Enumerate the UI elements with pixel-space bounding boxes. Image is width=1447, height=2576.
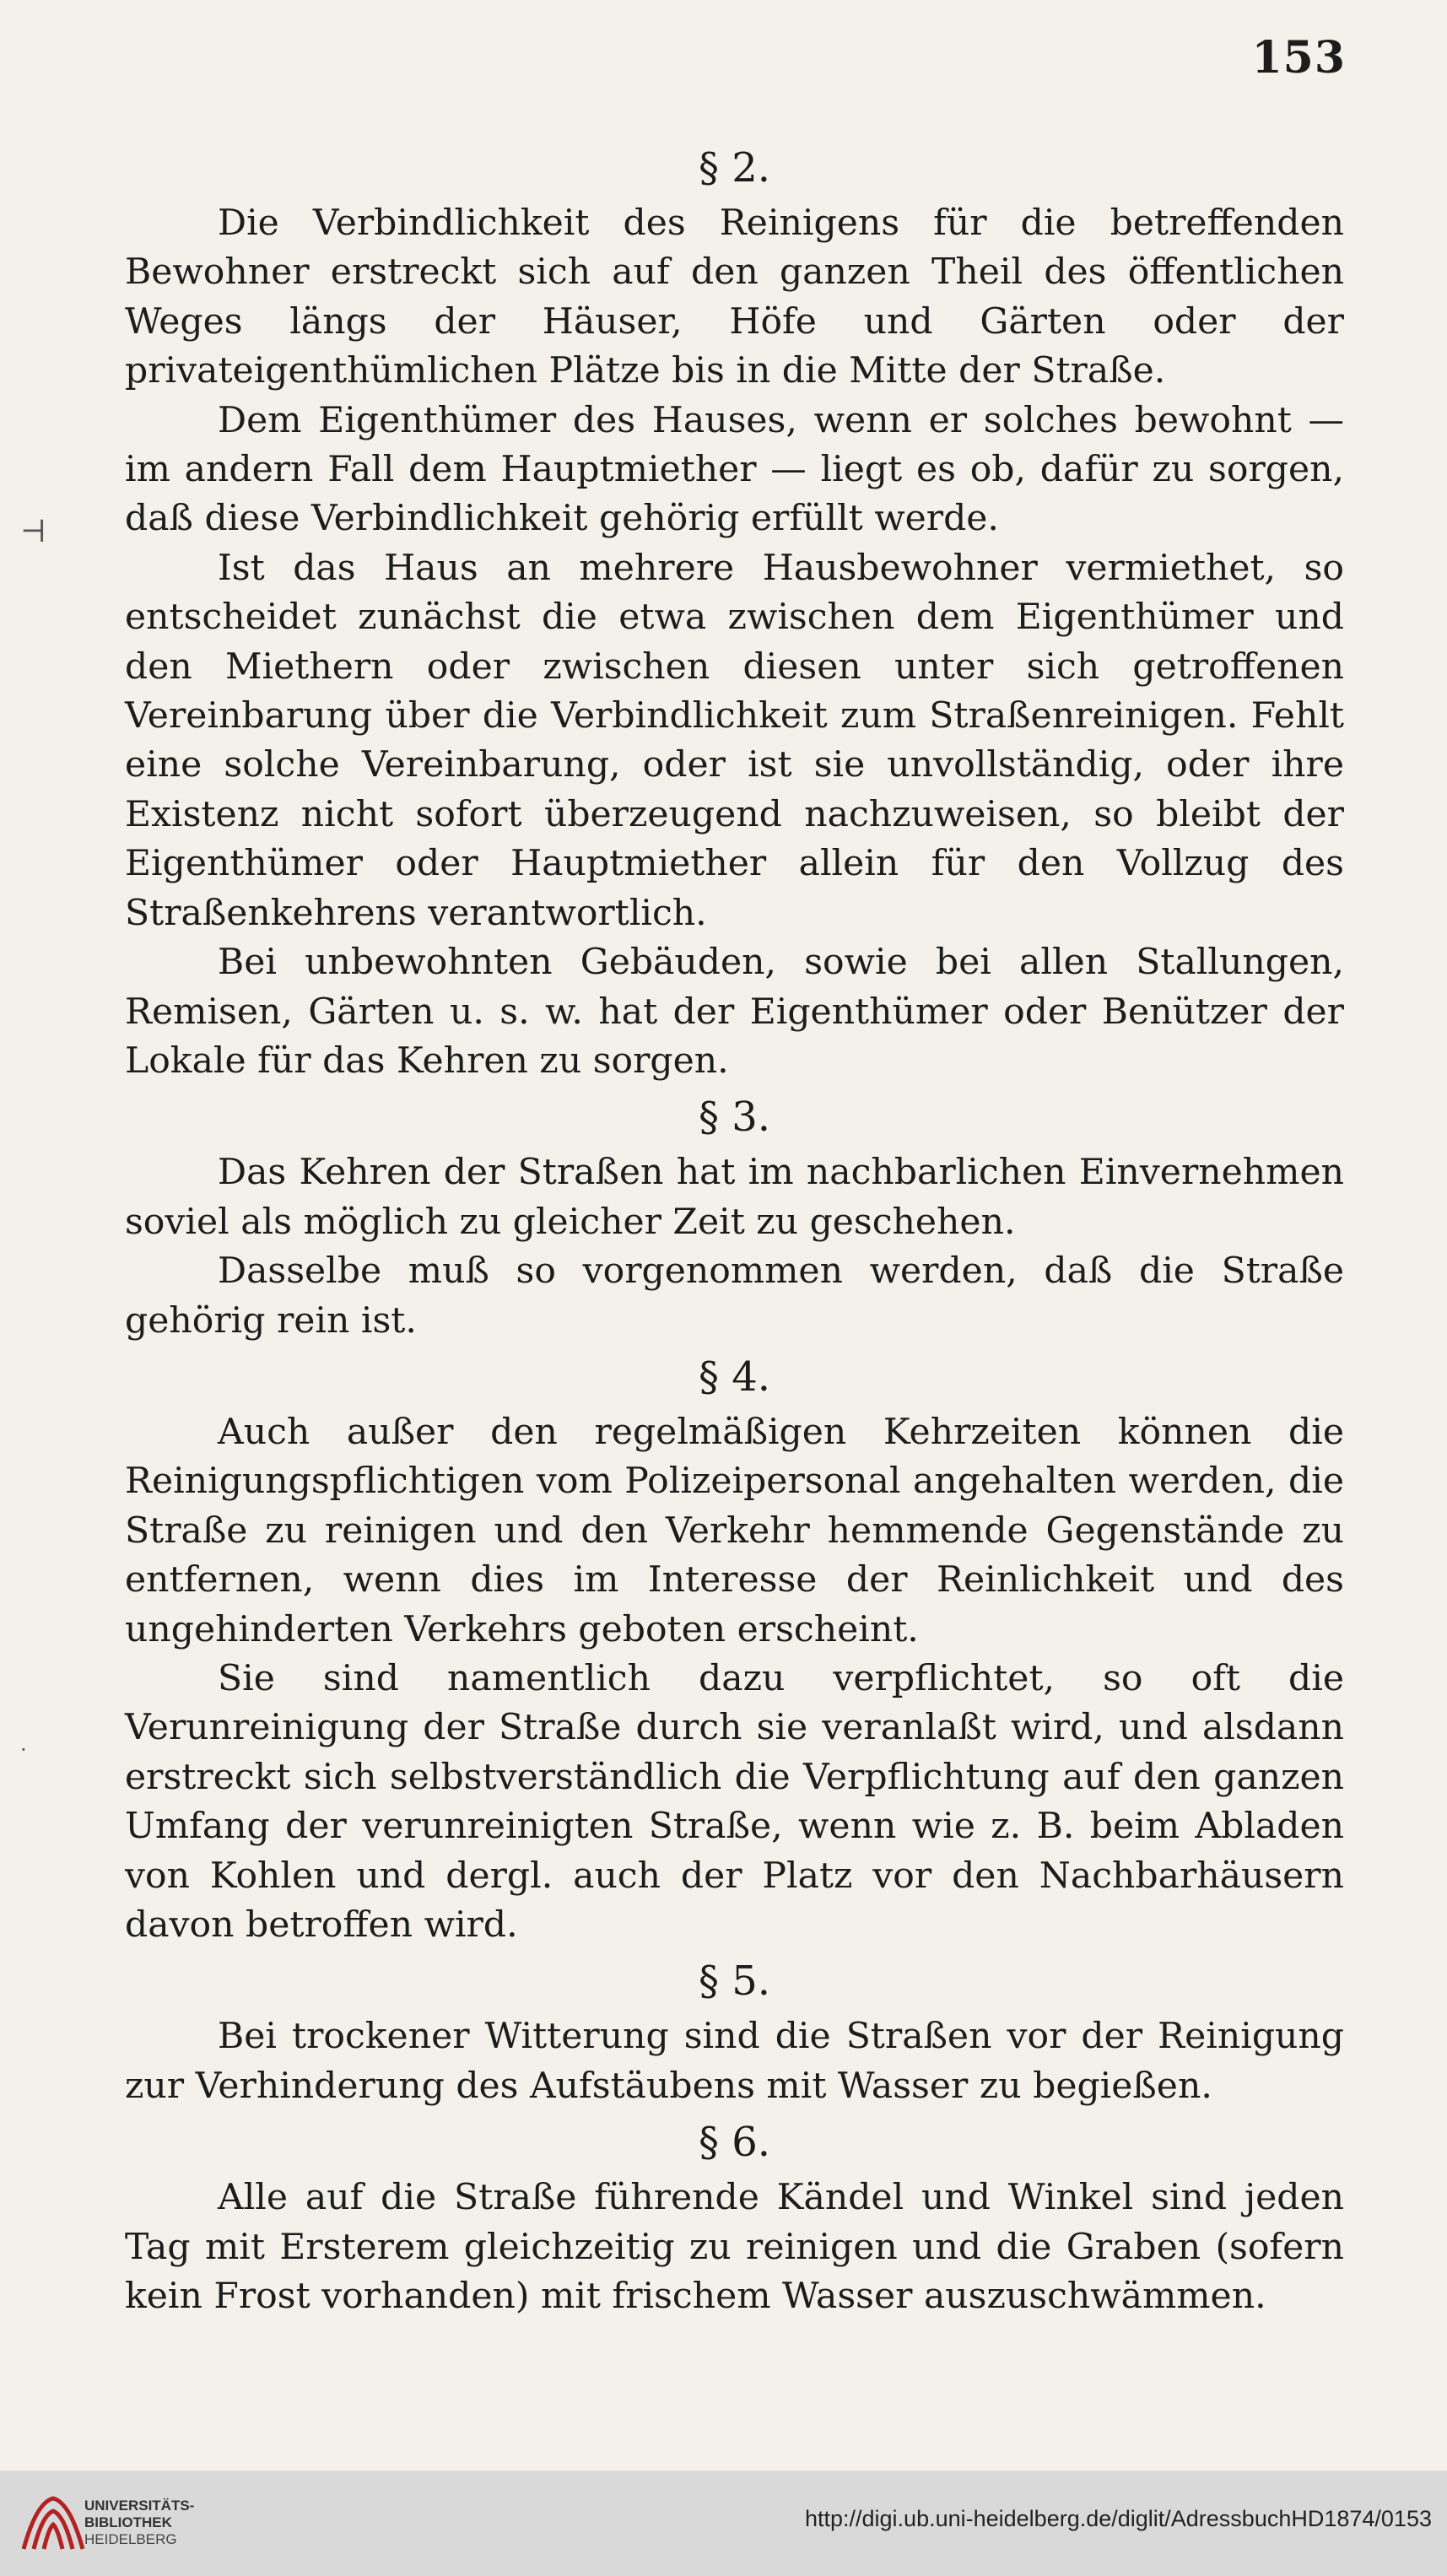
margin-mark: ·: [20, 1738, 27, 1762]
paragraph: Dasselbe muß so vorgenommen werden, daß die Straße gehörig rein ist.: [125, 1250, 1344, 1342]
paragraph: Dem Eigenthümer des Hauses, wenn er solches bewohnt — im andern Fall dem Hauptmiether — liegt es ob, dafür zu sorgen, daß diese Verbindlichkeit gehörig erfüllt werde.: [125, 399, 1344, 540]
section-heading: § 3.: [698, 1094, 771, 1142]
paragraph: Ist das Haus an mehrere Hausbewohner vermiethet, so entscheidet zunächst die etwa zwischen dem Eigenthümer und den Miethern oder zwischen diesen unter sich getroffenen Vereinbarung über die Verbindlichkeit zum Straßenreinigen. Fehlt eine solche Vereinbarung, oder ist sie unvollständig, oder ihre Existenz nicht sofort überzeugend nachzuweisen, so bleibt der Eigenthümer oder Hauptmiether allein für den Vollzug des Straßenkehrens verantwortlich.: [125, 547, 1344, 934]
paragraph: Auch außer den regelmäßigen Kehrzeiten können die Reinigungspflichtigen vom Polizeipersonal angehalten werden, die Straße zu reinigen und den Verkehr hemmende Gegenstände zu entfernen, wenn dies im Interesse der Reinlichkeit und des ungehinderten Verkehrs geboten erscheint.: [125, 1411, 1344, 1650]
library-name: UNIVERSITÄTS- BIBLIOTHEK HEIDELBERG: [84, 2498, 195, 2547]
paragraph: Bei unbewohnten Gebäuden, sowie bei allen Stallungen, Remisen, Gärten u. s. w. hat der Eigenthümer oder Benützer der Lokale für das Kehren zu sorgen.: [125, 942, 1344, 1082]
document-body: [125, 143, 1344, 2328]
section-heading: § 6.: [698, 2119, 771, 2167]
paragraph: Das Kehren der Straßen hat im nachbarlichen Einvernehmen soviel als möglich zu gleicher Zeit zu geschehen.: [125, 1152, 1344, 1243]
paragraph: Sie sind namentlich dazu verpflichtet, so oft die Verunreinigung der Straße durch sie veranlaßt wird, und alsdann erstreckt sich selbstverständlich die Verpflichtung auf den ganzen Umfang der verunreinigten Straße, wenn wie z. B. beim Abladen von Kohlen und dergl. auch der Platz vor den Nachbarhäusern davon betroffen wird.: [125, 1657, 1344, 1946]
section-4: [125, 1353, 1344, 1950]
section-6: [125, 2118, 1344, 2321]
source-url-link[interactable]: http://digi.ub.uni-heidelberg.de/diglit/AdressbuchHD1874/0153: [804, 2506, 1432, 2531]
section-2: [125, 143, 1344, 1086]
section-heading: § 2.: [698, 144, 771, 192]
section-heading: § 4.: [698, 1353, 771, 1401]
section-heading: § 5.: [698, 1958, 771, 2006]
paragraph: Alle auf die Straße führende Kändel und Winkel sind jeden Tag mit Ersterem gleichzeitig zu reinigen und die Graben (sofern kein Frost vorhanden) mit frischem Wasser auszuschwämmen.: [125, 2177, 1344, 2318]
paragraph: Die Verbindlichkeit des Reinigens für die betreffenden Bewohner erstreckt sich auf den ganzen Theil des öffentlichen Weges längs der Häuser, Höfe und Gärten oder der privateigenthümlichen Plätze bis in die Mitte der Straße.: [125, 203, 1344, 392]
page-number: 153: [1251, 32, 1346, 84]
library-seal-icon: [15, 2486, 91, 2562]
section-3: [125, 1093, 1344, 1346]
paragraph: Bei trockener Witterung sind die Straßen vor der Reinigung zur Verhinderung des Aufstäubens mit Wasser zu begießen.: [125, 2016, 1344, 2107]
footer-bar: [0, 2471, 1447, 2576]
section-5: [125, 1957, 1344, 2111]
margin-mark: ⊣: [20, 515, 46, 549]
